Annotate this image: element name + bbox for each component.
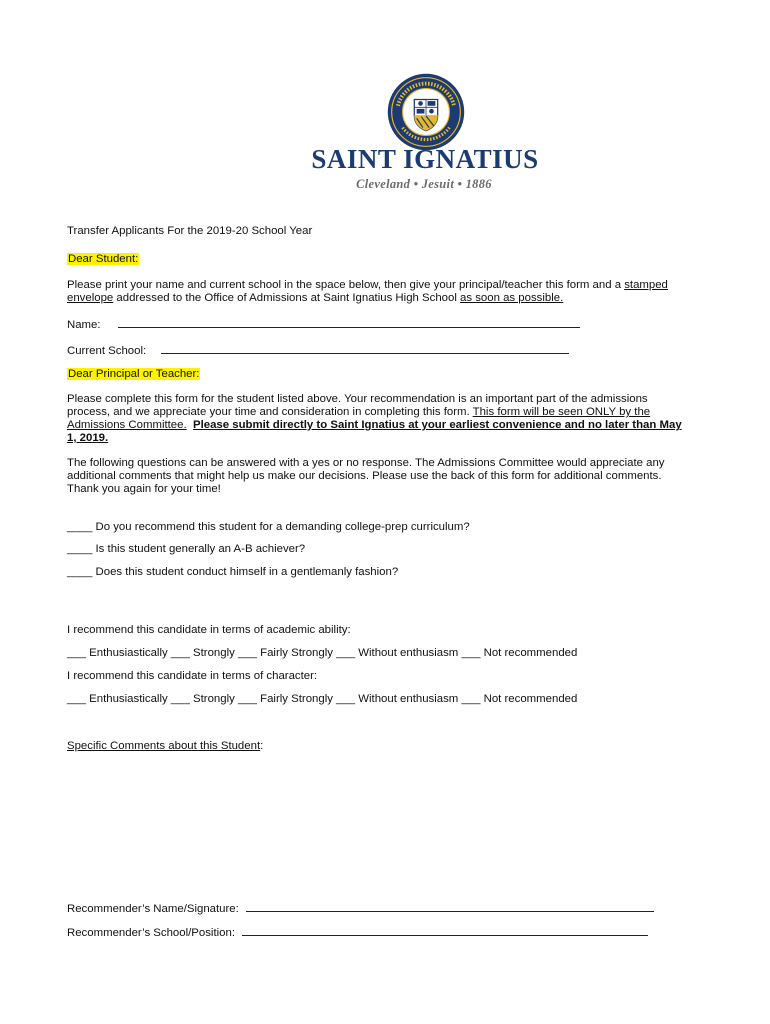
- question-2: [67, 543, 305, 556]
- teacher-p1-text: Please complete this form for the student listed above. Your recommendation is an important part of the admissions process, and we appreciate your time and consideration in completing this form.: [67, 393, 648, 418]
- question-3: [67, 566, 398, 579]
- comments-label: Specific Comments about this Student: [67, 740, 261, 752]
- stamped-envelope-underlined: stamped envelope: [67, 279, 668, 304]
- character-rating-label: I recommend this candidate in terms of character:: [67, 670, 318, 682]
- teacher-section-heading: [67, 368, 200, 381]
- name-field[interactable]: [118, 317, 580, 328]
- character-rating-options[interactable]: ___ Enthusiastically ___ Strongly ___ Fairly Strongly ___ Without enthusiasm ___ Not recommended: [67, 693, 578, 705]
- question-2-text: Is this student generally an A-B achiever?: [95, 543, 306, 555]
- teacher-paragraph-1: [67, 393, 687, 445]
- comments-heading: [67, 740, 263, 753]
- teacher-p1-underlined: This form will be seen ONLY by the Admissions Committee.: [67, 406, 651, 431]
- recommender-school-label: Recommender’s School/Position:: [67, 927, 235, 939]
- question-3-text: Does this student conduct himself in a gentlemanly fashion?: [95, 566, 399, 578]
- current-school-label: Current School:: [67, 345, 147, 357]
- student-instructions: [67, 279, 687, 305]
- school-tagline: Cleveland • Jesuit • 1886: [356, 177, 492, 191]
- student-section-heading: [67, 253, 139, 266]
- question-2-blank[interactable]: ____: [67, 543, 93, 555]
- recommender-name-field[interactable]: [246, 901, 654, 912]
- academic-rating-options[interactable]: ___ Enthusiastically ___ Strongly ___ Fairly Strongly ___ Without enthusiasm ___ Not recommended: [67, 647, 578, 659]
- recommender-name-row: [67, 901, 654, 916]
- instructions-text-2: addressed to the Office of Admissions at Saint Ignatius High School: [113, 292, 461, 304]
- name-label: Name:: [67, 319, 101, 331]
- asap-underlined: as soon as possible.: [460, 292, 564, 304]
- recommender-school-field[interactable]: [242, 925, 648, 936]
- teacher-heading-text: Dear Principal or Teacher:: [68, 368, 200, 380]
- comments-area[interactable]: [67, 760, 687, 890]
- recommender-school-row: [67, 925, 648, 940]
- current-school-field[interactable]: [161, 343, 569, 354]
- question-1-blank[interactable]: ____: [67, 521, 93, 533]
- question-1: [67, 521, 470, 534]
- teacher-p1-bold-deadline: Please submit directly to Saint Ignatius at your earliest convenience and no later than May 1, 2019.: [67, 419, 682, 444]
- current-school-row: [67, 343, 569, 358]
- question-3-blank[interactable]: ____: [67, 566, 93, 578]
- school-name: SAINT IGNATIUS: [311, 144, 539, 174]
- student-heading-text: Dear Student:: [68, 253, 139, 265]
- form-title: Transfer Applicants For the 2019-20 School Year: [67, 225, 313, 237]
- academic-rating-label: I recommend this candidate in terms of academic ability:: [67, 624, 351, 636]
- name-row: [67, 317, 580, 332]
- school-seal-logo: [387, 73, 465, 151]
- recommender-name-label: Recommender’s Name/Signature:: [67, 903, 239, 915]
- comments-colon: :: [260, 740, 264, 752]
- question-1-text: Do you recommend this student for a demanding college-prep curriculum?: [95, 521, 470, 533]
- teacher-paragraph-2: The following questions can be answered with a yes or no response. The Admissions Committee would appreciate any additional comments that might help us make our decisions. Please use the back of this form for additional comments. Thank you again for your time!: [67, 457, 665, 495]
- instructions-text-1: Please print your name and current school in the space below, then give your principal/teacher this form and a: [67, 279, 625, 291]
